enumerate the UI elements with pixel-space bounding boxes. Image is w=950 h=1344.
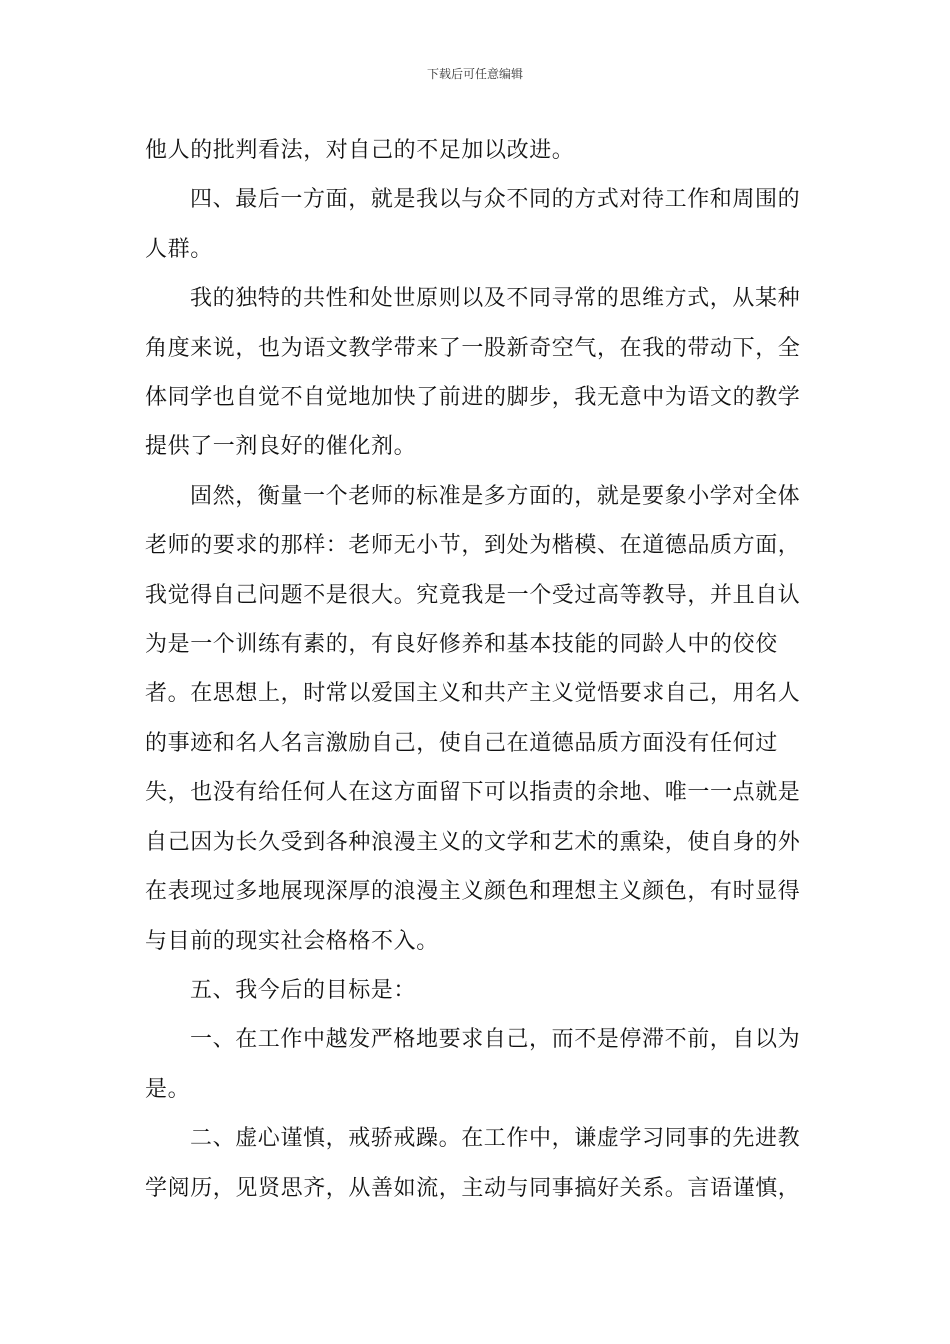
document-body [145, 126, 815, 1213]
paragraph-6: 一、在工作中越发严格地要求自己，而不是停滞不前，自以为是。 [145, 1027, 801, 1102]
paragraph-5: 五、我今后的目标是： [190, 977, 417, 1003]
paragraph-1: 他人的批判看法，对自己的不足加以改进。 [145, 138, 575, 163]
paragraph-4: 固然，衡量一个老师的标准是多方面的，就是要象小学对全体老师的要求的那样：老师无小节，到处为楷模、在道德品质方面，我觉得自己问题不是很大。究竟我是一个受过高等教导，并且自认为是一个训练有素的，有良好修养和基本技能的同龄人中的佼佼者。在思想上，时常以爱国主义和共产主义觉悟要求自己，用名人的事迹和名人名言激励自己，使自己在道德品质方面没有任何过失，也没有给任何人在这方面留下可以指责的余地、唯一一点就是自己因为长久受到各种浪漫主义的文学和艺术的熏染，使自身的外在表现过多地展现深厚的浪漫主义颜色和理想主义颜色，有时显得与目前的现实社会格格不入。 [145, 483, 801, 954]
paragraph-7: 二、虚心谨慎，戒骄戒躁。在工作中，谦虚学习同事的先进教学阅历，见贤思齐，从善如流，主动与同事搞好关系。言语谨慎， [145, 1126, 801, 1201]
page-header: 下载后可任意编辑 [426, 67, 523, 81]
paragraph-3: 我的独特的共性和处世原则以及不同寻常的思维方式，从某种角度来说，也为语文教学带来了一股新奇空气，在我的带动下，全体同学也自觉不自觉地加快了前进的脚步，我无意中为语文的教学提供了一剂良好的催化剂。 [145, 286, 801, 460]
paragraph-2: 四、最后一方面，就是我以与众不同的方式对待工作和周围的人群。 [145, 187, 801, 262]
